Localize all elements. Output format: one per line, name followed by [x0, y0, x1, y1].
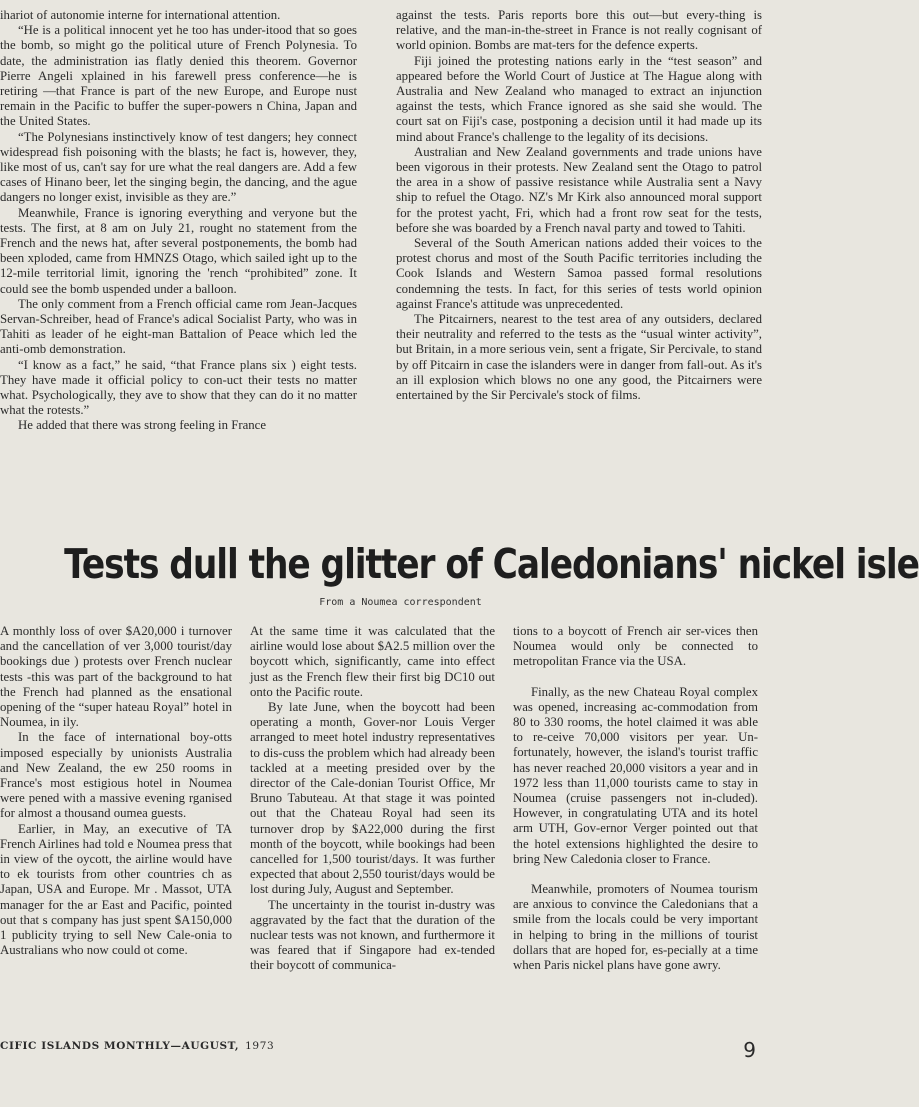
paragraph: “I know as a fact,” he said, “that France plans six ) eight tests. They have made it official policy to con-uct their tests no matter what. Psychologically, they ave to show that they can do it no matter what the rotests.” — [0, 357, 357, 418]
article-headline: Tests dull the glitter of Caledonians' nickel isle — [64, 540, 919, 588]
footer-publication — [0, 1040, 274, 1052]
page-number: 9 — [743, 1038, 756, 1062]
paragraph: The Pitcairners, nearest to the test area of any outsiders, declared their neutrality and referred to the tests as the “usual winter activity”, but Britain, in a more serious vein, sent a frigate, Sir Percivale, to stand by off Pitcairn in case the islanders were in danger from fall-out. As it's an ill explosion which blows no one any good, the Pitcairners were entertained by the Sir Percivale's stock of films. — [396, 312, 762, 403]
continued-article-left-column — [0, 8, 357, 434]
paragraph: “He is a political innocent yet he too has under-itood that so goes the bomb, so might go the political uture of French Polynesia. To date, the administration ias flatly denied this theorem. Governor Pierre Angeli xplained in his farewell press conference—he is retiring —that France is part of the new Europe, and Europe nust remain in the Pacific to buffer the super-powers n China, Japan and the United States. — [0, 23, 357, 129]
continued-article-right-column — [396, 8, 762, 403]
paragraph: Several of the South American nations added their voices to the protest chorus and most of the South Pacific territories including the Cook Islands and Western Samoa passed formal resolutions condemning the tests. In fact, for this series of tests world opinion against France's attitude was unprecedented. — [396, 236, 762, 311]
paragraph: By late June, when the boycott had been operating a month, Gover-nor Louis Verger arranged to meet hotel industry representatives to dis-cuss the problem which had already been tackled at a meeting presided over by the director of the Cale-donian Tourist Office, Mr Bruno Tabuteau. At that stage it was pointed out that the Chateau Royal had seen its turnover drop by $A22,000 during the first month of the boycott, while bookings had been cancelled for 1,500 tourist/days. It was further expected that about 2,550 tourist/days would be lost during July, August and September. — [250, 700, 495, 897]
article-column-3 — [513, 624, 758, 973]
article-byline: From a Noumea correspondent — [319, 597, 482, 608]
article-column-2 — [250, 624, 495, 974]
paragraph: Fiji joined the protesting nations early in the “test season” and appeared before the World Court of Justice at The Hague along with Australia and New Zealand who managed to extract an injunction against the tests, which France ignored as she said she would. The court sat on Fiji's case, postponing a decision until it had made up its mind about France's challenge to the legality of its decisions. — [396, 53, 762, 144]
paragraph: against the tests. Paris reports bore this out—but every-thing is relative, and the man-in-the-street in France is not really cognisant of world opinion. Bombs are mat-ters for the defence experts. — [396, 8, 762, 53]
paragraph: Earlier, in May, an executive of TA French Airlines had told e Noumea press that in view of the oycott, the airline would have to ek tourists from other countries ch as Japan, USA and Europe. Mr . Massot, UTA manager for the ar East and Pacific, pointed out that s company has just spent $A150,000 1 publicity trying to sell New Cale-onia to Australians who now could ot come. — [0, 821, 232, 958]
paragraph: Finally, as the new Chateau Royal complex was opened, increasing ac-commodation from 80 to 330 rooms, the hotel claimed it was able to re-ceive 70,000 visitors per year. Un-fortunately, however, the island's tourist traffic has never reached 20,000 visitors a year and in 1972 less than 11,000 tourists came to stay in Noumea (cruise passengers not in-cluded). However, in congratulating UTA and its hotel arm UTH, Gov-ernor Verger pointed out that the hotel extensions highlighted the desire to bring New Caledonia closer to France. — [513, 684, 758, 866]
paragraph: At the same time it was calculated that the airline would lose about $A2.5 million over the boycott which, significantly, came into effect just as the French flew their first big DC10 out onto the Pacific route. — [250, 624, 495, 699]
article-column-1 — [0, 624, 232, 958]
paragraph: The uncertainty in the tourist in-dustry was aggravated by the fact that the duration of the nuclear tests was not known, and furthermore it was feared that if Singapore had ex-tended their boycott of communica- — [250, 897, 495, 973]
publication-name: CIFIC ISLANDS MONTHLY—AUGUST, — [0, 1040, 240, 1052]
paragraph: ihariot of autonomie interne for international attention. — [0, 8, 281, 22]
paragraph: A monthly loss of over $A20,000 i turnover and the cancellation of ver 3,000 tourist/day bookings due ) protests over French nuclear tests -this was part of the background to hat the French had planned as the ensational opening of the “super hateau Royal” hotel in Noumea, in ily. — [0, 624, 232, 730]
paragraph: In the face of international boy-otts imposed especially by unionists Australia and New Zealand, the ew 250 rooms in France's most estigious hotel in Noumea were pened with a massive evening rganised for almost a thousand oumea guests. — [0, 730, 232, 821]
page-footer — [0, 1034, 801, 1064]
paragraph: tions to a boycott of French air ser-vices then Noumea would only be connected to metropolitan France via the USA. — [513, 624, 758, 669]
paragraph: Meanwhile, France is ignoring everything and veryone but the tests. The first, at 8 am on July 21, rought no statement from the French and the news hat, after several postponements, the bomb had been xploded, came from HMNZS Otago, which sailed ight up to the 12-mile territorial limit, ignoring the 'rench “prohibited” zone. It could see the bomb uspended under a balloon. — [0, 205, 357, 296]
paragraph: Australian and New Zealand governments and trade unions have been vigorous in their protests. New Zealand sent the Otago to patrol the area in a show of passive resistance while Australia sent a Navy ship to refuel the Otago. NZ's Mr Kirk also announced moral support for the protest yacht, Fri, which had a front row seat for the tests, before she was boarded by a French naval party and towed to Tahiti. — [396, 144, 762, 235]
paragraph: The only comment from a French official came rom Jean-Jacques Servan-Schreiber, head of France's adical Socialist Party, who was in Tahiti as leader of he eight-man Battalion of Peace which led the anti-omb demonstration. — [0, 296, 357, 357]
paragraph: “The Polynesians instinctively know of test dangers; hey connect widespread fish poisoning with the blasts; he fact is, however, they, like most of us, can't say for ure what the real dangers are. Add a few cases of Hinano beer, let the singing begin, the dancing, and the ague dangers no longer exist, invisible as they are.” — [0, 129, 357, 205]
paragraph: He added that there was strong feeling in France — [18, 418, 267, 433]
paragraph: Meanwhile, promoters of Noumea tourism are anxious to convince the Caledonians that a smile from the locals could be very important in helping to bring in the millions of tourist dollars that are hoped for, es-pecially at a time when Paris nickel plans have gone awry. — [513, 882, 758, 973]
publication-year: 1973 — [245, 1040, 275, 1052]
article-body — [0, 624, 801, 1024]
continued-article — [0, 8, 801, 494]
